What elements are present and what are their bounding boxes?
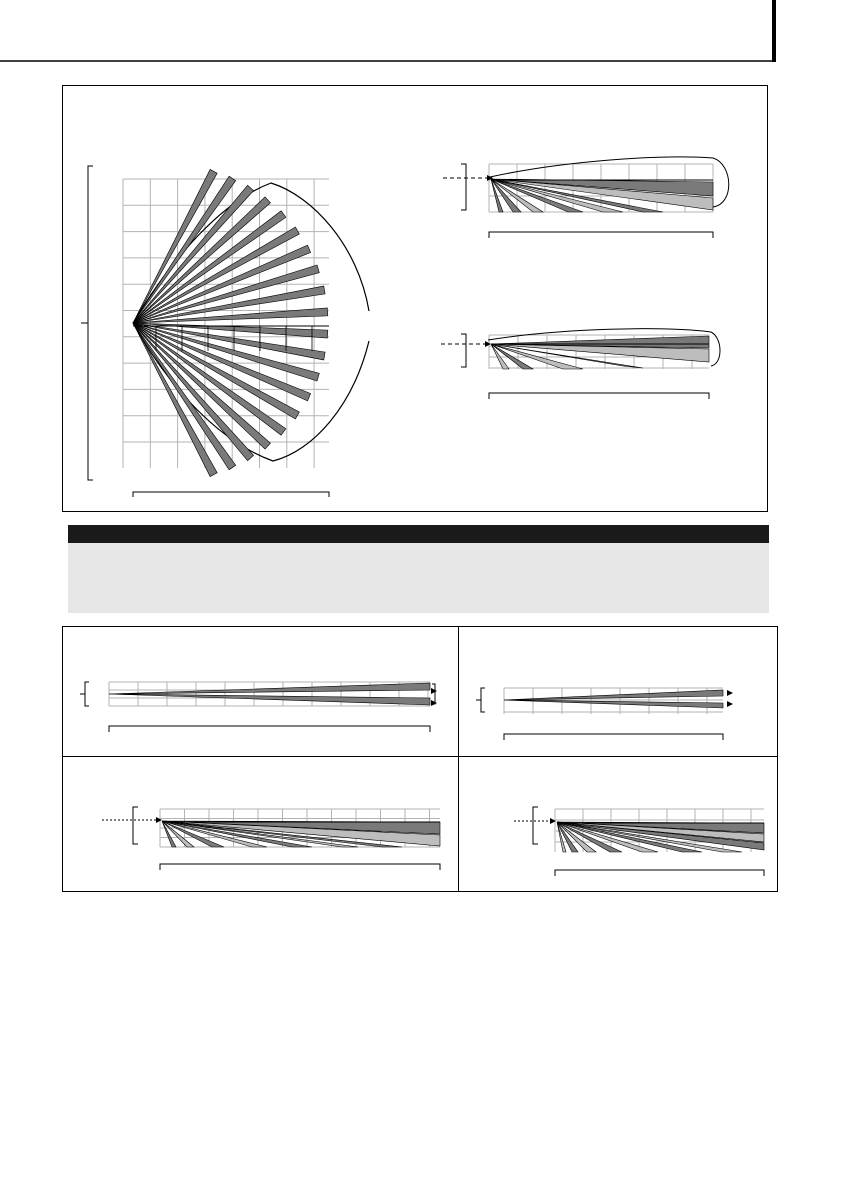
lens-c-diagram: [102, 807, 440, 870]
detection-zone: [109, 683, 430, 694]
top-view-diagram: [81, 166, 369, 497]
side-view-lower-diagram: [441, 329, 720, 399]
detection-zone: [504, 690, 723, 700]
section-title-bar: [68, 525, 769, 543]
side-view-upper-diagram: [443, 157, 729, 238]
header-rule: [0, 0, 850, 80]
detection-pattern-panel: [62, 85, 768, 512]
detection-pattern-drawing: [63, 86, 769, 513]
lens-a-diagram: [80, 682, 437, 732]
section-note: [68, 543, 769, 613]
lens-b-diagram: [476, 688, 733, 740]
detection-zone: [109, 694, 430, 705]
detection-zone: [504, 700, 723, 708]
lens-d-diagram: [514, 807, 764, 876]
optional-lens-drawings: [62, 626, 778, 892]
